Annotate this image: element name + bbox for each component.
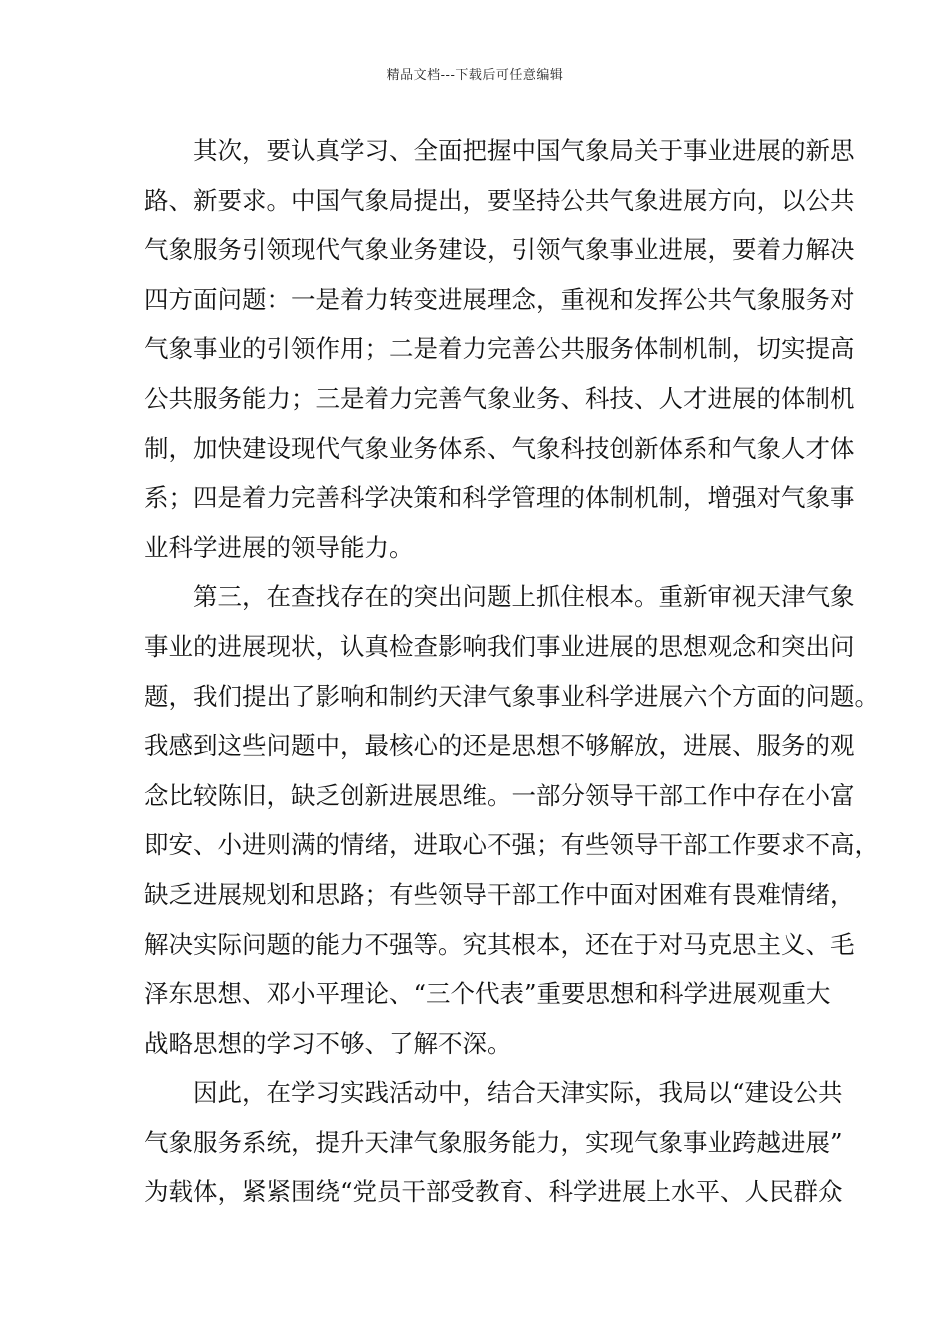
text-line: 缺乏进展规划和思路；有些领导干部工作中面对困难有畏难情绪， — [144, 879, 855, 909]
text-line: 气象服务系统，提升天津气象服务能力，实现气象事业跨越进展” — [144, 1127, 843, 1157]
text-line: 制，加快建设现代气象业务体系、气象科技创新体系和气象人才体 — [144, 433, 855, 463]
text-line: 题，我们提出了影响和制约天津气象事业科学进展六个方面的问题。 — [144, 681, 879, 711]
text-line: 事业的进展现状，认真检查影响我们事业进展的思想观念和突出问 — [144, 631, 855, 661]
text-line: 战略思想的学习不够、了解不深。 — [144, 1028, 512, 1058]
text-line: 公共服务能力；三是着力完善气象业务、科技、人才进展的体制机 — [144, 383, 855, 413]
text-line: 即安、小进则满的情绪，进取心不强；有些领导干部工作要求不高， — [144, 830, 879, 860]
text-line: 解决实际问题的能力不强等。究其根本，还在于对马克思主义、毛 — [144, 929, 855, 959]
text-line: 念比较陈旧，缺乏创新进展思维。一部分领导干部工作中存在小富 — [144, 780, 855, 810]
text-line: 四方面问题：一是着力转变进展理念，重视和发挥公共气象服务对 — [144, 284, 855, 314]
text-line: 其次，要认真学习、全面把握中国气象局关于事业进展的新思 — [193, 136, 855, 165]
text-line: 业科学进展的领导能力。 — [144, 532, 414, 562]
text-line: 气象服务引领现代气象业务建设，引领气象事业进展，要着力解决 — [144, 235, 855, 265]
text-line: 为载体，紧紧围绕“党员干部受教育、科学进展上水平、人民群众 — [144, 1177, 843, 1207]
page-header: 精品文档---下载后可任意编辑 — [386, 68, 564, 83]
text-line: 我感到这些问题中，最核心的还是思想不够解放，进展、服务的观 — [144, 731, 855, 761]
text-line: 系；四是着力完善科学决策和科学管理的体制机制，增强对气象事 — [144, 483, 855, 513]
text-line: 气象事业的引领作用；二是着力完善公共服务体制机制，切实提高 — [144, 334, 855, 364]
text-line: 第三，在查找存在的突出问题上抓住根本。重新审视天津气象 — [193, 582, 855, 612]
body-text — [144, 126, 879, 1217]
text-line: 路、新要求。中国气象局提出，要坚持公共气象进展方向，以公共 — [144, 185, 855, 215]
text-line: 泽东思想、邓小平理论、“三个代表”重要思想和科学进展观重大 — [144, 979, 831, 1009]
text-line: 因此，在学习实践活动中，结合天津实际，我局以“建设公共 — [193, 1078, 843, 1108]
